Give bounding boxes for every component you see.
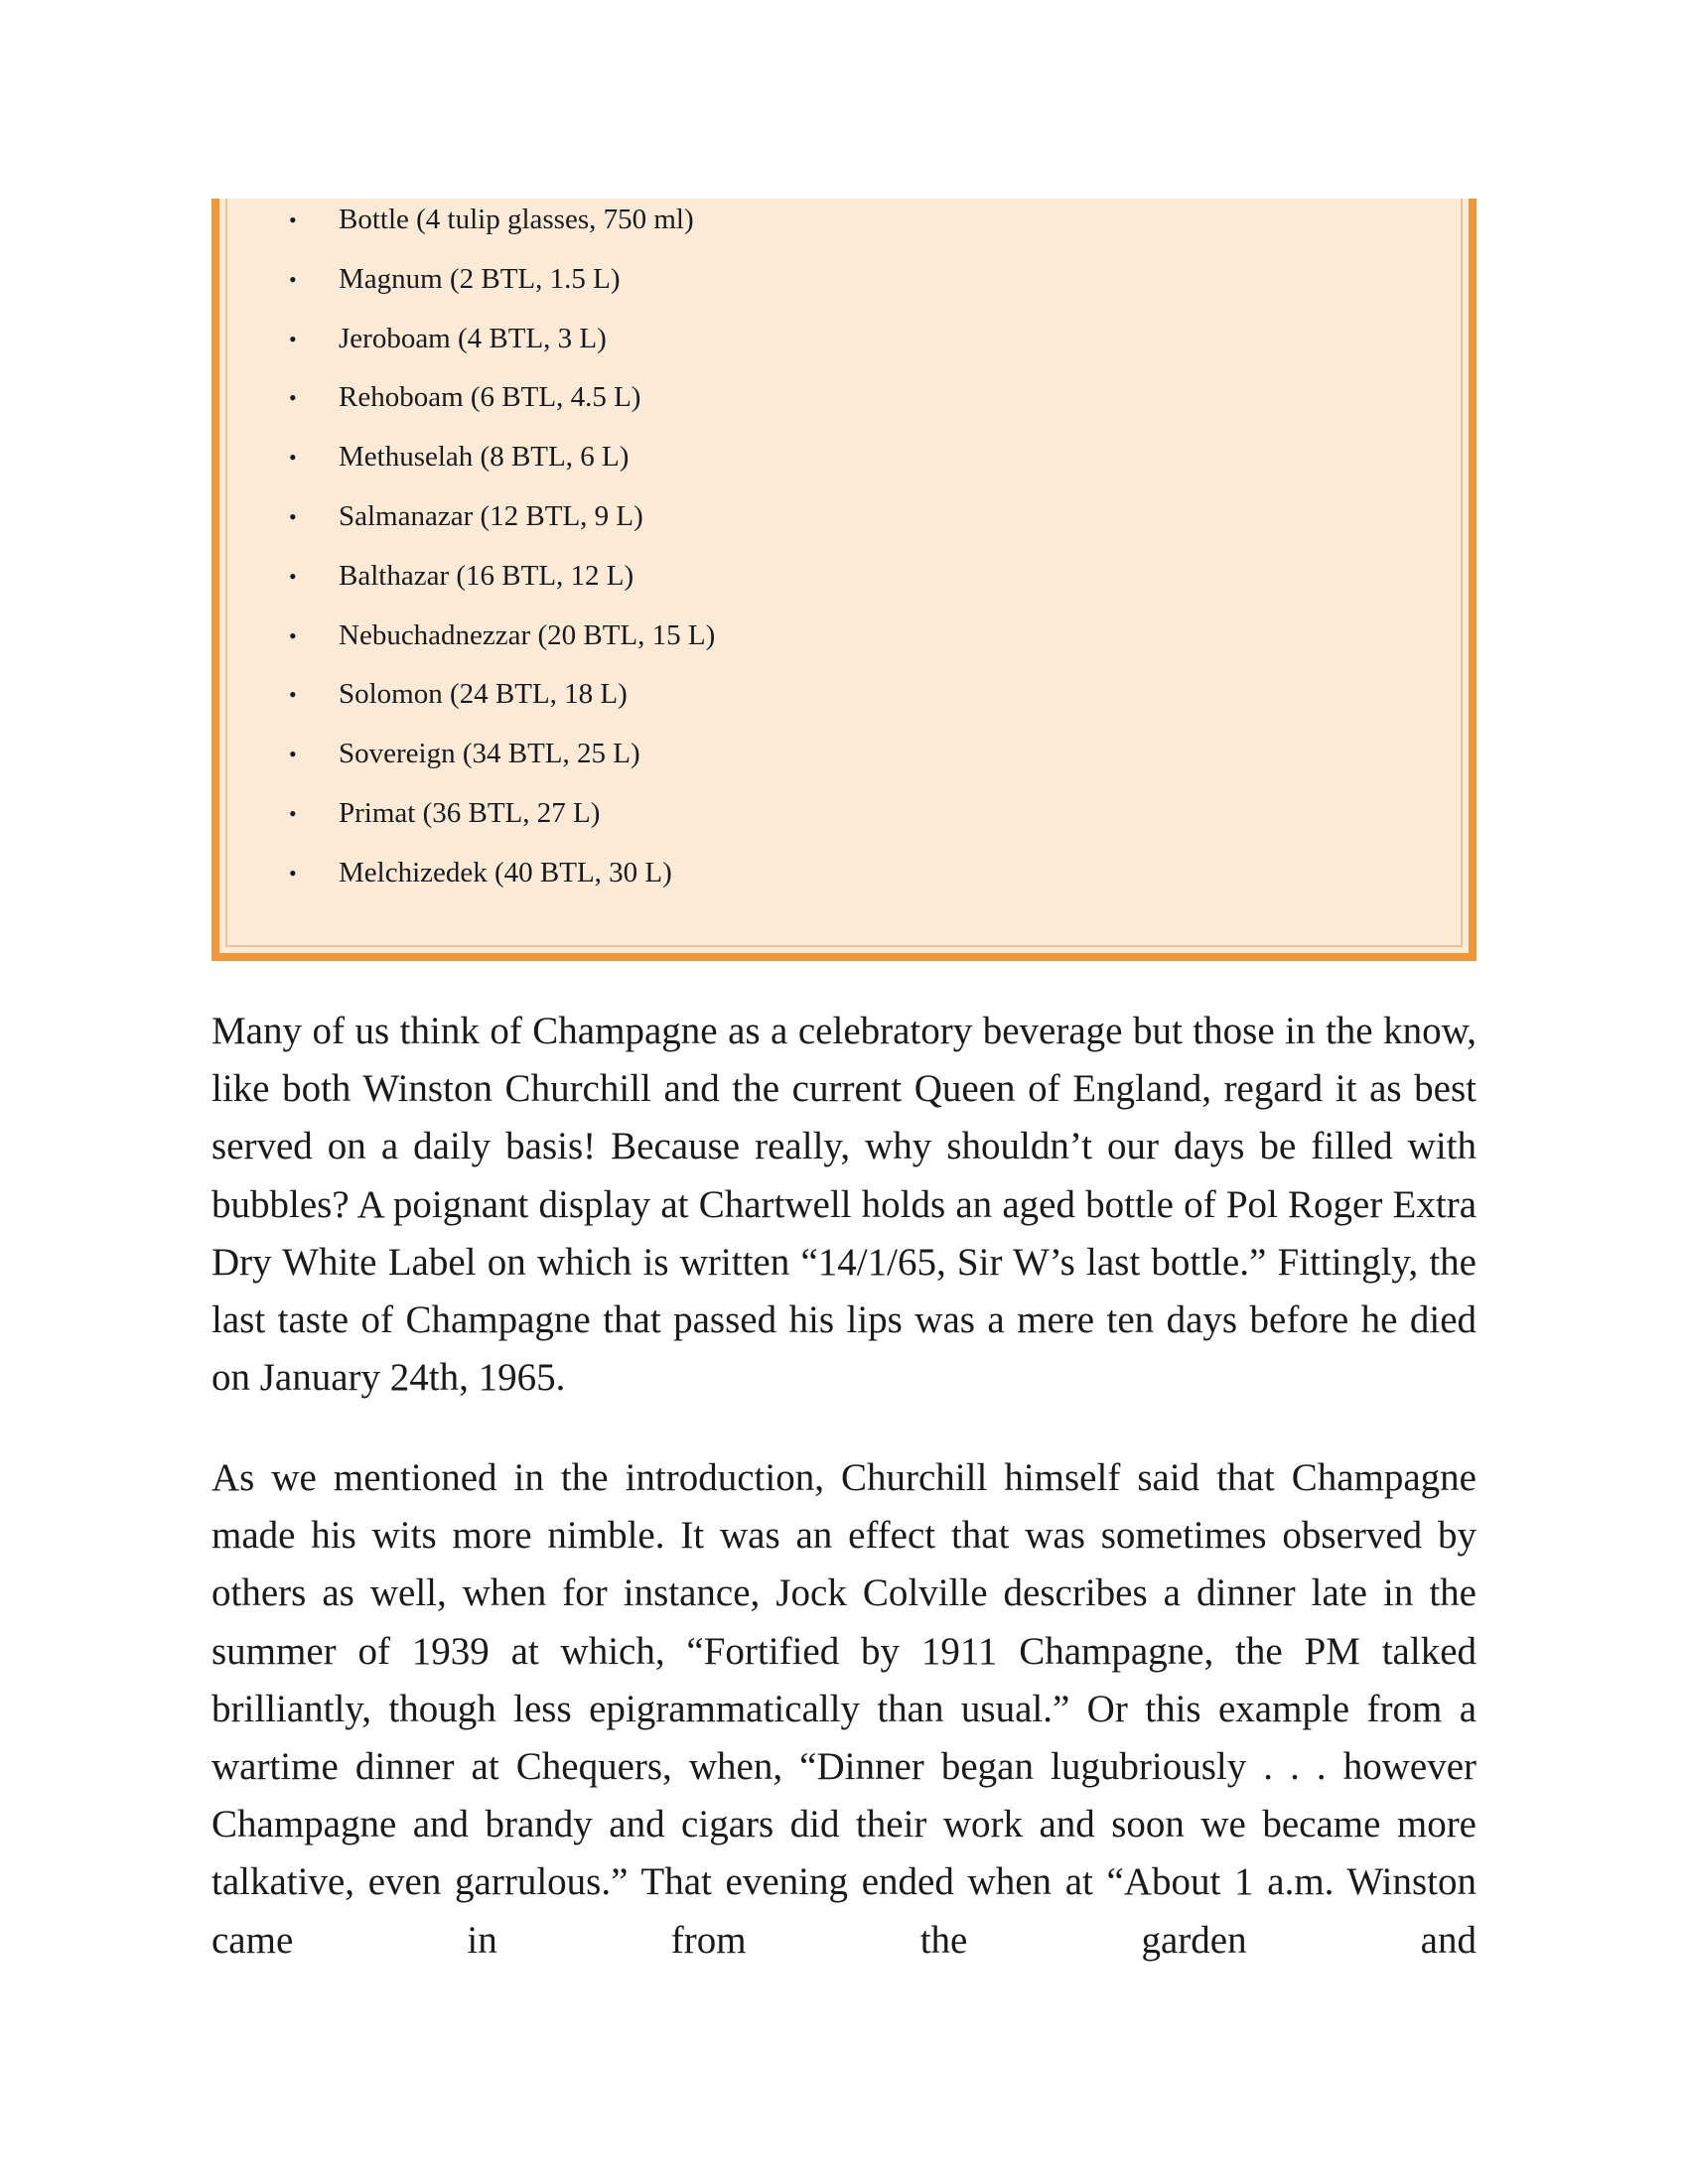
list-item-text: Bottle (4 tulip glasses, 750 ml)	[339, 204, 694, 235]
list-item	[289, 555, 715, 614]
list-item	[289, 614, 715, 674]
bullet-icon: •	[289, 445, 297, 471]
list-item	[289, 495, 715, 555]
list-item-text: Nebuchadnezzar (20 BTL, 15 L)	[339, 618, 716, 651]
list-item	[289, 318, 715, 377]
bullet-icon: •	[289, 266, 297, 292]
bullet-icon: •	[289, 563, 297, 589]
list-item-text: Balthazar (16 BTL, 12 L)	[339, 559, 634, 592]
list-item	[289, 673, 715, 733]
list-item-text: Sovereign (34 BTL, 25 L)	[339, 738, 640, 770]
list-item-text: Salmanazar (12 BTL, 9 L)	[339, 499, 643, 532]
list-item-text: Primat (36 BTL, 27 L)	[339, 796, 601, 829]
bullet-icon: •	[289, 503, 297, 529]
bullet-icon: •	[289, 326, 297, 351]
list-item	[289, 258, 715, 318]
list-item	[289, 792, 715, 852]
list-item-text: Jeroboam (4 BTL, 3 L)	[339, 322, 607, 354]
paragraph-churchill-daily-champagne: Many of us think of Champagne as a celebratory beverage but those in the know, like both Winston Churchill and the current Queen of England, regard it as best served on a daily basis! Because really, why shouldn’t our days be filled with bubbles? A poignant display at Chartwell holds an aged bottle of Pol Roger Extra Dry White Label on which is written “14/1/65, Sir W’s last bottle.” Fittingly, the last taste of Champagne that passed his lips was a mere ten days before he died on January 24th, 1965.	[211, 1010, 1477, 1400]
list-item	[289, 376, 715, 436]
list-item	[289, 733, 715, 792]
bottle-size-list	[289, 199, 715, 911]
list-item	[289, 199, 715, 258]
bullet-icon: •	[289, 860, 297, 886]
bullet-icon: •	[289, 742, 297, 767]
bullet-icon: •	[289, 622, 297, 648]
list-item	[289, 852, 715, 911]
list-item-text: Melchizedek (40 BTL, 30 L)	[339, 856, 672, 888]
bottle-sizes-sidebar	[211, 199, 1477, 961]
list-item	[289, 436, 715, 495]
list-item-text: Methuselah (8 BTL, 6 L)	[339, 441, 630, 474]
list-item-text: Magnum (2 BTL, 1.5 L)	[339, 262, 621, 295]
list-item-text: Solomon (24 BTL, 18 L)	[339, 678, 628, 711]
bullet-icon: •	[289, 682, 297, 708]
bullet-icon: •	[289, 385, 297, 411]
list-item-text: Rehoboam (6 BTL, 4.5 L)	[339, 381, 641, 414]
bullet-icon: •	[289, 207, 297, 232]
bullet-icon: •	[289, 800, 297, 826]
paragraph-champagne-wits: As we mentioned in the introduction, Churchill himself said that Champagne made his wits more nimble. It was an effect that was sometimes observed by others as well, when for instance, Jock Colville describes a dinner late in the summer of 1939 at which, “Fortified by 1911 Champagne, the PM talked brilliantly, though less epigrammatically than usual.” Or this example from a wartime dinner at Chequers, when, “Dinner began lugubriously . . . however Champagne and brandy and cigars did their work and soon we became more talkative, even garrulous.” That evening ended when at “About 1 a.m. Winston came in from the garden and	[211, 1456, 1477, 1962]
